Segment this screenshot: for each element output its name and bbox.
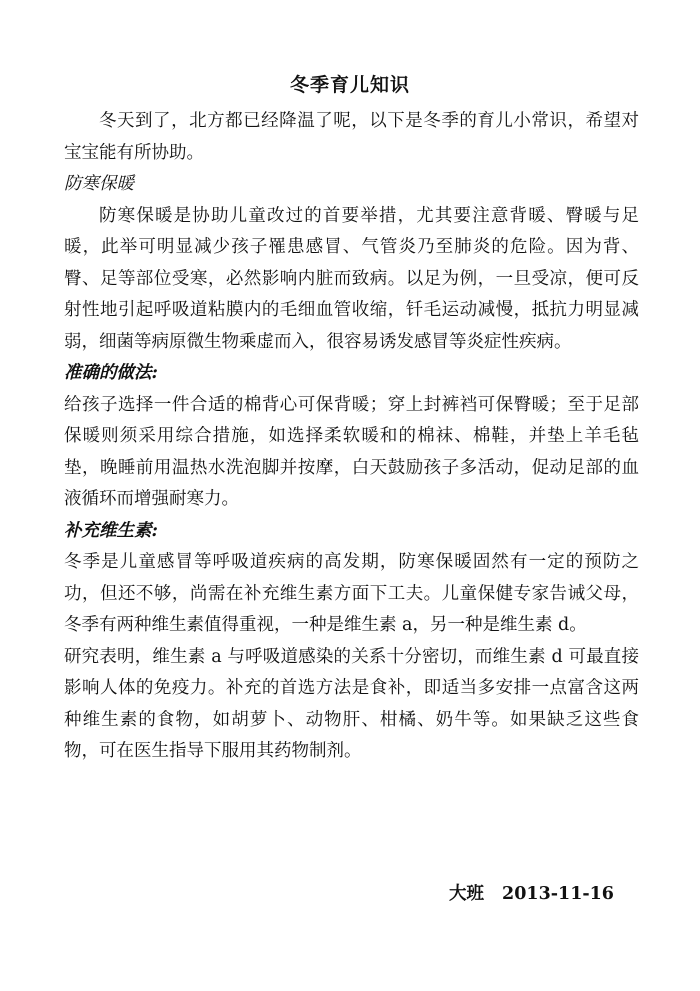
section-paragraph-method: 给孩子选择一件合适的棉背心可保背暖；穿上封裤裆可保臀暖；至于足部保暖则须采用综合措施，如选择柔软暖和的棉袜、棉鞋，并垫上羊毛毡垫，晚睡前用温热水洗泡脚并按摩，白天鼓励孩子多活动，促动足部的血液循环而增强耐寒力。	[64, 394, 639, 509]
signature	[449, 880, 614, 905]
section-paragraph-vitamins-2: 研究表明，维生素 a 与呼吸道感染的关系十分密切，而维生素 d 可最直接影响人体的免疫力。补充的首选方法是食补，即适当多安排一点富含这两种维生素的食物，如胡萝卜、动物肝、柑橘、奶牛等。如果缺乏这些食物，可在医生指导下服用其药物制剂。	[64, 646, 639, 761]
section-paragraph-vitamins-1: 冬季是儿童感冒等呼吸道疾病的高发期，防寒保暖固然有一定的预防之功，但还不够，尚需在补充维生素方面下工夫。儿童保健专家告诫父母，冬季有两种维生素值得重视，一种是维生素 a，另一种是维生素 d。	[64, 552, 639, 635]
section-heading-warmth: 防寒保暖	[64, 174, 134, 194]
section-paragraph-warmth: 防寒保暖是协助儿童改过的首要举措，尤其要注意背暖、臀暖与足暖，此举可明显减少孩子罹患感冒、气管炎乃至肺炎的危险。因为背、臀、足等部位受寒，必然影响内脏而致病。以足为例，一旦受凉，便可反射性地引起呼吸道粘膜内的毛细血管收缩，钎毛运动减慢，抵抗力明显减弱，细菌等病原微生物乘虚而入，很容易诱发感冒等炎症性疾病。	[64, 205, 639, 352]
document-title: 冬季育儿知识	[289, 74, 410, 96]
section-heading-method: 准确的做法:	[64, 363, 158, 383]
section-heading-vitamins: 补充维生素:	[64, 520, 158, 541]
document-body	[64, 106, 639, 768]
signature-author: 大班	[449, 884, 485, 904]
intro-paragraph: 冬天到了，北方都已经降温了呢，以下是冬季的育儿小常识，希望对宝宝能有所协助。	[64, 111, 639, 163]
signature-date: 2013-11-16	[502, 884, 614, 904]
